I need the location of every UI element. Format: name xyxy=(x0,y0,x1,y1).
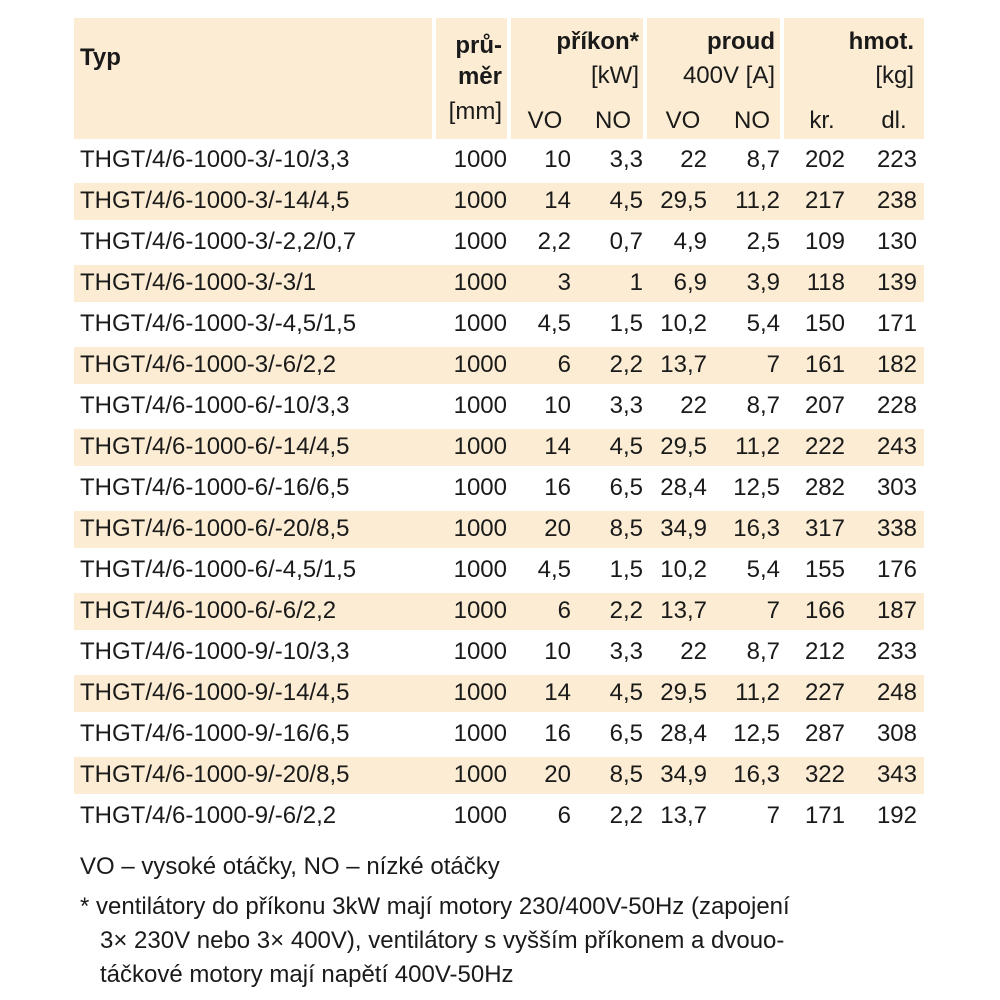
cell-current-no: 11,2 xyxy=(735,187,780,214)
cell-current-no: 11,2 xyxy=(735,433,780,460)
cell-type: THGT/4/6-1000-3/-3/1 xyxy=(80,269,317,296)
table-row xyxy=(74,306,924,343)
cell-current-vo: 6,9 xyxy=(673,269,707,296)
cell-power-vo: 10 xyxy=(544,392,571,419)
cell-power-no: 4,5 xyxy=(609,433,643,460)
cell-power-vo: 6 xyxy=(557,597,571,624)
cell-weight-kr: 227 xyxy=(804,679,845,706)
header-current-vo: VO xyxy=(665,107,701,134)
cell-power-vo: 2,2 xyxy=(537,228,571,255)
cell-diameter: 1000 xyxy=(453,392,507,419)
table-row xyxy=(74,511,924,548)
cell-current-no: 8,7 xyxy=(746,146,780,173)
header-current-unit: 400V [A] xyxy=(682,62,775,89)
table-row xyxy=(74,347,924,384)
cell-diameter: 1000 xyxy=(453,474,507,501)
cell-power-no: 8,5 xyxy=(609,761,643,788)
header-diameter-unit: [mm] xyxy=(448,98,502,125)
cell-current-no: 5,4 xyxy=(746,556,780,583)
cell-diameter: 1000 xyxy=(453,187,507,214)
cell-weight-dl: 238 xyxy=(876,187,917,214)
cell-current-no: 12,5 xyxy=(733,474,780,501)
cell-current-vo: 13,7 xyxy=(660,802,707,829)
cell-current-no: 3,9 xyxy=(746,269,780,296)
footnote-line-2: 3× 230V nebo 3× 400V), ventilátory s vyšším příkonem a dvouo- xyxy=(100,927,785,954)
cell-weight-dl: 303 xyxy=(876,474,917,501)
header-diameter-line2: měr xyxy=(457,63,502,90)
cell-current-vo: 10,2 xyxy=(660,310,707,337)
cell-weight-dl: 171 xyxy=(876,310,917,337)
cell-current-vo: 4,9 xyxy=(673,228,707,255)
cell-power-no: 0,7 xyxy=(609,228,643,255)
cell-weight-dl: 176 xyxy=(876,556,917,583)
cell-type: THGT/4/6-1000-3/-14/4,5 xyxy=(80,187,350,214)
cell-weight-kr: 155 xyxy=(804,556,845,583)
header-power-title: příkon* xyxy=(556,28,639,55)
cell-power-no: 3,3 xyxy=(609,638,643,665)
cell-weight-kr: 282 xyxy=(804,474,845,501)
cell-diameter: 1000 xyxy=(453,802,507,829)
table-row xyxy=(74,388,924,425)
table-row xyxy=(74,757,924,794)
cell-current-vo: 28,4 xyxy=(660,474,707,501)
cell-current-vo: 22 xyxy=(680,146,707,173)
header-weight-kr: kr. xyxy=(809,107,835,134)
cell-diameter: 1000 xyxy=(453,679,507,706)
cell-type: THGT/4/6-1000-3/-10/3,3 xyxy=(80,146,350,173)
cell-power-vo: 3 xyxy=(557,269,571,296)
cell-current-no: 7 xyxy=(766,802,780,829)
cell-current-no: 5,4 xyxy=(746,310,780,337)
cell-current-no: 12,5 xyxy=(733,720,780,747)
cell-diameter: 1000 xyxy=(453,269,507,296)
header-power-vo: VO xyxy=(527,107,563,134)
footnote-line-1: * ventilátory do příkonu 3kW mají motory 230/400V-50Hz (zapojení xyxy=(80,893,790,920)
cell-weight-kr: 202 xyxy=(804,146,845,173)
cell-current-no: 2,5 xyxy=(746,228,780,255)
cell-diameter: 1000 xyxy=(453,433,507,460)
cell-power-vo: 20 xyxy=(544,761,571,788)
cell-current-no: 8,7 xyxy=(746,638,780,665)
cell-weight-kr: 317 xyxy=(804,515,845,542)
cell-power-vo: 4,5 xyxy=(537,310,571,337)
cell-current-no: 16,3 xyxy=(733,761,780,788)
cell-weight-dl: 192 xyxy=(876,802,917,829)
cell-power-vo: 14 xyxy=(544,187,571,214)
cell-weight-dl: 338 xyxy=(876,515,917,542)
cell-current-no: 16,3 xyxy=(733,515,780,542)
header-typ: Typ xyxy=(80,44,121,71)
cell-current-vo: 29,5 xyxy=(660,433,707,460)
cell-type: THGT/4/6-1000-6/-4,5/1,5 xyxy=(80,556,357,583)
cell-current-vo: 29,5 xyxy=(660,679,707,706)
cell-weight-kr: 166 xyxy=(804,597,845,624)
cell-type: THGT/4/6-1000-3/-6/2,2 xyxy=(80,351,337,378)
cell-type: THGT/4/6-1000-6/-6/2,2 xyxy=(80,597,337,624)
cell-current-vo: 22 xyxy=(680,638,707,665)
table-row xyxy=(74,593,924,630)
table-row xyxy=(74,142,924,179)
cell-power-vo: 10 xyxy=(544,146,571,173)
cell-power-no: 1,5 xyxy=(609,556,643,583)
cell-weight-kr: 109 xyxy=(804,228,845,255)
cell-current-no: 8,7 xyxy=(746,392,780,419)
cell-current-vo: 34,9 xyxy=(660,515,707,542)
cell-power-vo: 6 xyxy=(557,351,571,378)
cell-power-no: 2,2 xyxy=(609,351,643,378)
cell-weight-kr: 212 xyxy=(804,638,845,665)
cell-current-vo: 28,4 xyxy=(660,720,707,747)
cell-current-vo: 34,9 xyxy=(660,761,707,788)
cell-weight-kr: 118 xyxy=(806,269,845,296)
cell-diameter: 1000 xyxy=(453,515,507,542)
cell-power-vo: 14 xyxy=(544,433,571,460)
cell-diameter: 1000 xyxy=(453,638,507,665)
table-row xyxy=(74,470,924,507)
header-power-no: NO xyxy=(595,107,631,134)
cell-diameter: 1000 xyxy=(453,597,507,624)
cell-power-vo: 20 xyxy=(544,515,571,542)
cell-power-no: 4,5 xyxy=(609,679,643,706)
table-row xyxy=(74,265,924,302)
cell-weight-dl: 223 xyxy=(876,146,917,173)
table-row xyxy=(74,429,924,466)
cell-type: THGT/4/6-1000-6/-14/4,5 xyxy=(80,433,350,460)
header-current-title: proud xyxy=(707,28,775,55)
cell-current-vo: 10,2 xyxy=(660,556,707,583)
table-row xyxy=(74,224,924,261)
cell-diameter: 1000 xyxy=(453,761,507,788)
cell-power-vo: 10 xyxy=(544,638,571,665)
legend-note: VO – vysoké otáčky, NO – nízké otáčky xyxy=(80,853,500,880)
cell-type: THGT/4/6-1000-3/-4,5/1,5 xyxy=(80,310,357,337)
cell-power-no: 1,5 xyxy=(609,310,643,337)
cell-power-no: 6,5 xyxy=(609,720,643,747)
cell-type: THGT/4/6-1000-9/-16/6,5 xyxy=(80,720,350,747)
cell-power-vo: 14 xyxy=(544,679,571,706)
cell-diameter: 1000 xyxy=(453,228,507,255)
cell-current-vo: 29,5 xyxy=(660,187,707,214)
table-row xyxy=(74,634,924,671)
cell-diameter: 1000 xyxy=(453,310,507,337)
header-weight-unit: [kg] xyxy=(875,62,914,89)
cell-weight-kr: 222 xyxy=(804,433,845,460)
cell-weight-kr: 322 xyxy=(804,761,845,788)
cell-current-vo: 13,7 xyxy=(660,351,707,378)
cell-power-no: 3,3 xyxy=(609,146,643,173)
cell-type: THGT/4/6-1000-9/-20/8,5 xyxy=(80,761,350,788)
cell-power-vo: 16 xyxy=(544,474,571,501)
cell-weight-kr: 150 xyxy=(804,310,845,337)
cell-power-no: 8,5 xyxy=(609,515,643,542)
header-power-unit: [kW] xyxy=(591,62,639,89)
table-row xyxy=(74,183,924,220)
cell-power-no: 2,2 xyxy=(609,597,643,624)
cell-current-no: 7 xyxy=(766,597,780,624)
cell-current-vo: 22 xyxy=(680,392,707,419)
header-typ-block xyxy=(74,18,432,139)
cell-power-no: 4,5 xyxy=(609,187,643,214)
cell-weight-dl: 233 xyxy=(876,638,917,665)
cell-current-no: 11,2 xyxy=(735,679,780,706)
cell-diameter: 1000 xyxy=(453,720,507,747)
cell-weight-kr: 207 xyxy=(804,392,845,419)
cell-type: THGT/4/6-1000-3/-2,2/0,7 xyxy=(80,228,357,255)
table-row xyxy=(74,798,924,835)
cell-weight-dl: 139 xyxy=(876,269,917,296)
cell-current-vo: 13,7 xyxy=(660,597,707,624)
cell-power-no: 2,2 xyxy=(609,802,643,829)
header-diameter-line1: prů- xyxy=(455,32,502,59)
header-current-no: NO xyxy=(734,107,770,134)
cell-weight-dl: 243 xyxy=(876,433,917,460)
cell-weight-dl: 130 xyxy=(876,228,917,255)
cell-diameter: 1000 xyxy=(453,556,507,583)
cell-weight-dl: 248 xyxy=(876,679,917,706)
cell-power-no: 6,5 xyxy=(609,474,643,501)
cell-diameter: 1000 xyxy=(453,351,507,378)
cell-type: THGT/4/6-1000-9/-10/3,3 xyxy=(80,638,350,665)
cell-type: THGT/4/6-1000-6/-10/3,3 xyxy=(80,392,350,419)
table-row xyxy=(74,552,924,589)
cell-weight-dl: 228 xyxy=(876,392,917,419)
cell-weight-kr: 287 xyxy=(804,720,845,747)
cell-power-vo: 6 xyxy=(557,802,571,829)
table-row xyxy=(74,716,924,753)
cell-weight-dl: 343 xyxy=(876,761,917,788)
cell-type: THGT/4/6-1000-6/-16/6,5 xyxy=(80,474,350,501)
cell-weight-kr: 161 xyxy=(804,351,845,378)
cell-power-no: 3,3 xyxy=(609,392,643,419)
table-row xyxy=(74,675,924,712)
footnote-line-3: táčkové motory mají napětí 400V-50Hz xyxy=(100,961,514,988)
cell-weight-kr: 171 xyxy=(804,802,845,829)
cell-power-vo: 16 xyxy=(544,720,571,747)
cell-weight-dl: 187 xyxy=(876,597,917,624)
cell-current-no: 7 xyxy=(766,351,780,378)
cell-diameter: 1000 xyxy=(453,146,507,173)
cell-weight-kr: 217 xyxy=(804,187,845,214)
cell-power-no: 1 xyxy=(629,269,643,296)
header-weight-title: hmot. xyxy=(848,28,914,55)
cell-power-vo: 4,5 xyxy=(537,556,571,583)
cell-type: THGT/4/6-1000-9/-14/4,5 xyxy=(80,679,350,706)
cell-type: THGT/4/6-1000-6/-20/8,5 xyxy=(80,515,350,542)
cell-weight-dl: 182 xyxy=(876,351,917,378)
cell-weight-dl: 308 xyxy=(876,720,917,747)
header-weight-dl: dl. xyxy=(881,107,907,134)
cell-type: THGT/4/6-1000-9/-6/2,2 xyxy=(80,802,337,829)
